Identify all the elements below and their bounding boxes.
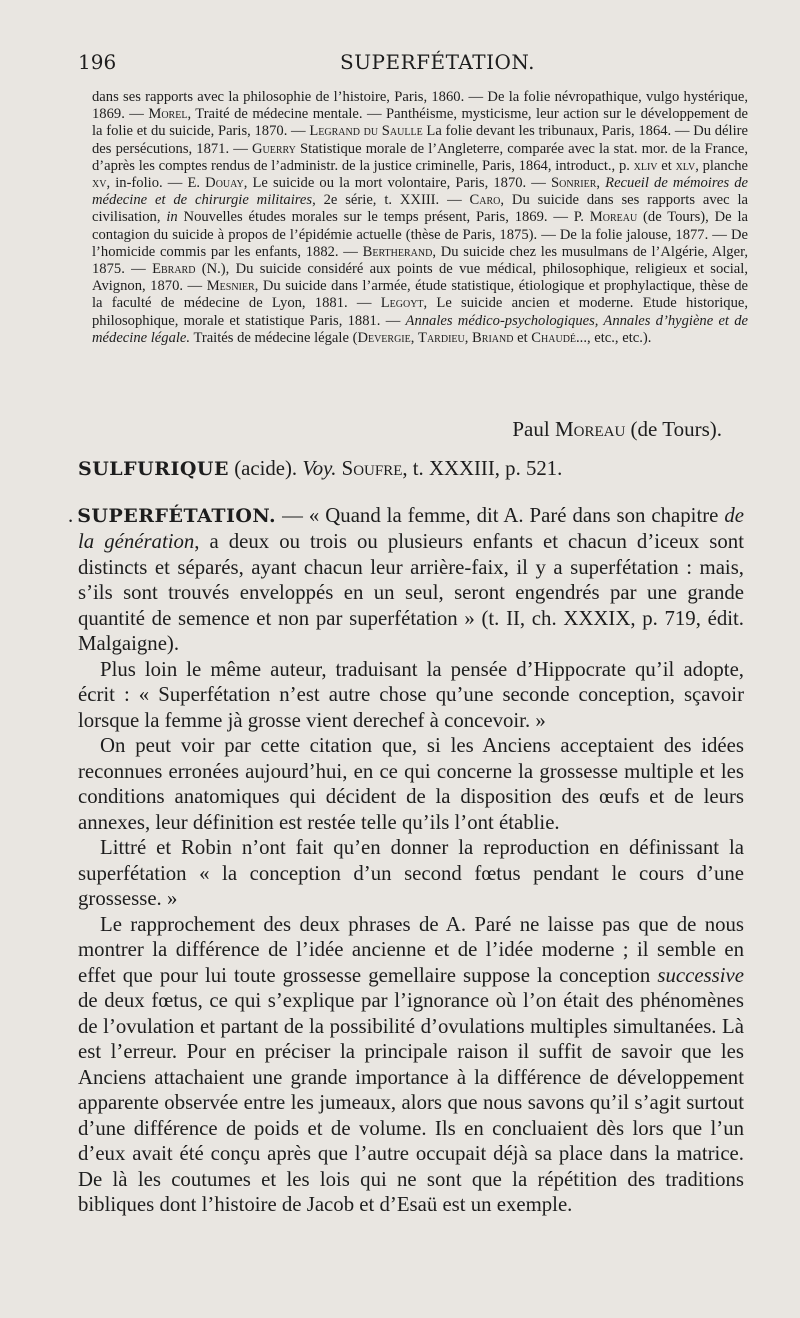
bibliography-text: dans ses rapports avec la philosophie de l’histoire, Paris, 1860. — De la folie névropathique, vulgo hystérique, 1869. — Morel, Traité de médecine mentale. — Panthéisme, mysticisme, leur action sur le développement de la folie et du suicide, Paris, 1870. — Legrand du Saulle La folie devant les tribunaux, Paris, 1864. — Du délire des persécutions, 1871. — Guerry Statistique morale de l’Angleterre, comparée avec la stat. mor. de la France, d’après les comptes rendus de l’administr. de la justice criminelle, Paris, 1864, introduct., p. xliv et xlv, planche xv, in-folio. — E. Douay, Le suicide ou la mort volontaire, Paris, 1870. — Sonrier, Recueil de mémoires de médecine et de chirurgie militaires, 2e série, t. XXIII. — Caro, Du suicide dans ses rapports avec la civilisation, in Nouvelles études morales sur le temps présent, Paris, 1869. — P. Moreau (de Tours), De la contagion du suicide à propos de l’épidémie actuelle (thèse de Paris, 1875). — De la folie jalouse, 1877. — De l’homicide commis par les enfants, 1882. — Bertherand, Du suicide chez les musulmans de l’Algérie, Alger, 1875. — Ebrard (N.), Du suicide considéré aux points de vue médical, philosophique, religieux et social, Avignon, 1870. — Mesnier, Du suicide dans l’armée, étude statistique, étiologique et prophylactique, thèse de la faculté de médecine de Lyon, 1881. — Legoyt, Le suicide ancien et moderne. Etude historique, philosophique, morale et statistique Paris, 1881. — Annales médico-psychologiques, Annales d’hygiène et de médecine légale. Traités de médecine légale (Devergie, Tardieu, Briand et Chaudé..., etc., etc.).: [92, 89, 749, 346]
bibliography-block: [92, 89, 748, 347]
page-header: [78, 50, 738, 80]
paragraph-5: Le rapprochement des deux phrases de A. Paré ne laisse pas que de nous montrer la différence de l’idée ancienne et de l’idée moderne ; il semble en effet que pour lui toute grossesse gemellaire suppose la conception successive de deux fœtus, ce qui s’explique par l’ignorance où l’on était des phénomènes de l’ovulation et partant de la possibilité d’ovulations multiples simultanées. Là est l’erreur. Pour en préciser la principale raison il suffit de savoir que les Anciens attachaient une grande importance à la différence de développement apparente observée entre les jumeaux, alors que nous savons qu’il s’agit surtout d’une différence de poids et de volume. Ils en concluaient dès lors que l’un d’eux avait été conçu après que l’autre occupait déjà sa place dans la matrice. De là les coutumes et les lois qui ne sont que la répétition des traditions bibliques dont l’histoire de Jacob et d’Esaü est un exemple.: [78, 912, 744, 1216]
paragraph-2: Plus loin le même auteur, traduisant la pensée d’Hippocrate qu’il adopte, écrit : « Superfétation n’est autre chose qu’une seconde conception, sçavoir lorsque la femme jà grosse vient derechef à concevoir. »: [78, 657, 744, 732]
entry-sulfurique: SULFURIQUE (acide). Voy. Soufre, t. XXXIII, p. 521.: [78, 457, 563, 480]
entry-heading-sulfurique: SULFURIQUE: [78, 458, 229, 480]
paragraph-4: Littré et Robin n’ont fait qu’en donner la reproduction en définissant la superfétation « la conception d’un second fœtus pendant le cours d’une grossesse. »: [78, 836, 744, 910]
entry-heading-superfetation: SUPERFÉTATION.: [77, 504, 277, 527]
paragraph-3: On peut voir par cette citation que, si les Anciens acceptaient des idées reconnues erronées aujourd’hui, en ce qui concerne la grossesse multiple et les conditions anatomiques qui décident de la disposition des œufs et de leurs annexes, leur définition est restée telle qu’ils l’ont établie.: [78, 734, 744, 834]
page-number: 196: [78, 50, 117, 74]
author-signature: Paul Moreau (de Tours).: [512, 417, 722, 441]
paragraph-1: . SUPERFÉTATION. — « Quand la femme, dit A. Paré dans son chapitre de la génération, a deux ou trois ou plusieurs enfants et chacun d’iceux sont distincts et séparés, ayant chacun leur arrière-faix, il y a superfétation : mais, s’ils sont trouvés enveloppés en un seul, seront engendrés par une grande quantité de semence et non par superfétation » (t. II, ch. XXXIX, p. 719, édit. Malgaigne).: [68, 503, 744, 655]
article-body: [68, 456, 744, 1218]
running-title: SUPERFÉTATION.: [340, 50, 535, 74]
